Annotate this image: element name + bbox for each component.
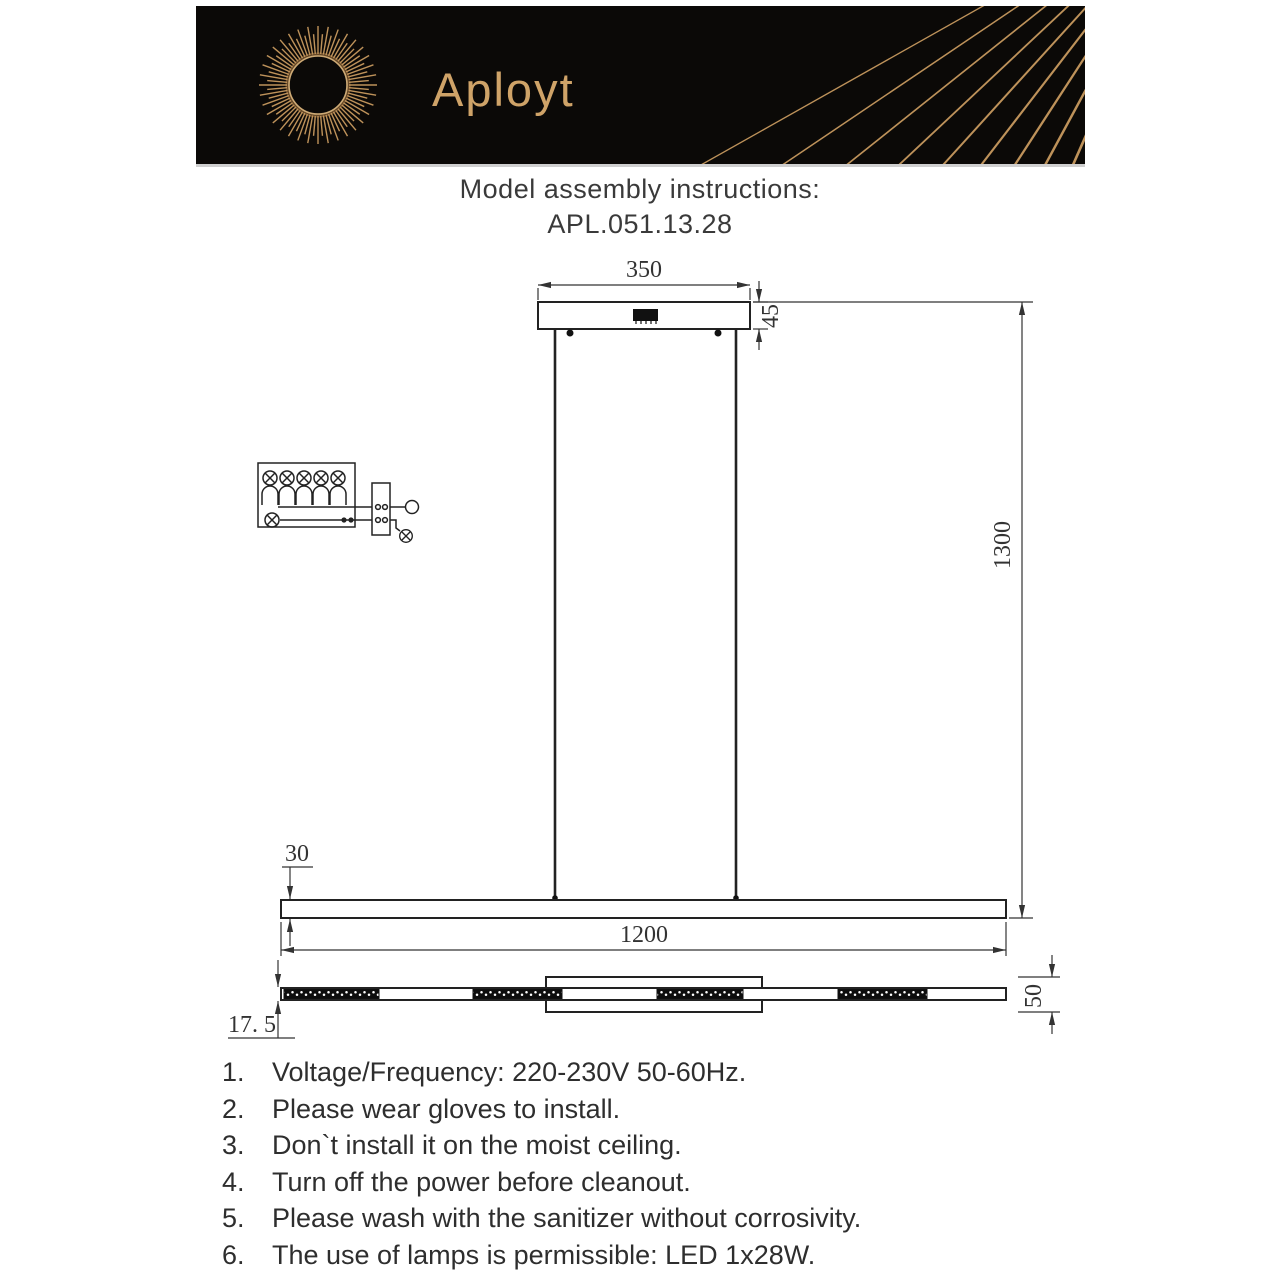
list-item — [222, 1164, 1082, 1201]
lamp-symbol — [400, 530, 413, 543]
assembly-drawing — [200, 255, 1080, 1055]
lamp-symbol — [263, 471, 277, 485]
driver-box-pins — [636, 321, 656, 324]
list-item-number: 3. — [222, 1130, 245, 1160]
dim-bar-height-label: 30 — [285, 841, 309, 867]
pendant-bottom-view — [281, 977, 1006, 1012]
led-strip-4 — [838, 990, 927, 999]
lamp-symbol — [280, 471, 294, 485]
cable-gripper-right — [715, 330, 722, 337]
list-item — [222, 1054, 1082, 1091]
socket-arch — [279, 486, 295, 505]
list-item — [222, 1127, 1082, 1164]
switch-circle — [406, 501, 419, 514]
terminal-pin — [383, 518, 388, 523]
list-item — [222, 1237, 1082, 1274]
terminal-pin — [376, 505, 381, 510]
driver-box — [633, 309, 658, 321]
brand-banner — [196, 6, 1085, 167]
terminal-pin — [383, 505, 388, 510]
dim-canopy-width-label: 350 — [626, 257, 662, 283]
socket-arch — [296, 486, 312, 505]
lamp-symbol — [331, 471, 345, 485]
cable-gripper-left — [567, 330, 574, 337]
dim-canopy-height-label: 45 — [758, 304, 784, 328]
list-item-number: 6. — [222, 1239, 245, 1270]
list-item-text: The use of lamps is permissible: LED 1x28W. — [272, 1239, 816, 1270]
banner-background — [196, 6, 1085, 164]
socket-arch — [330, 486, 346, 505]
list-item-text: Please wash with the sanitizer without corrosivity. — [272, 1203, 862, 1233]
brand-name: Aployt — [432, 63, 575, 116]
wire-junction-dot — [348, 517, 353, 522]
model-number: APL.051.13.28 — [547, 209, 733, 239]
list-item — [222, 1091, 1082, 1128]
wire — [390, 520, 400, 531]
page-title: Model assembly instructions: — [459, 174, 821, 204]
dim-overall-height-label: 1300 — [990, 521, 1016, 569]
dim-bar-length-label: 1200 — [620, 922, 668, 948]
banner-art — [196, 6, 1085, 164]
lamp-symbol — [265, 513, 279, 527]
list-item-text: Turn off the power before cleanout. — [272, 1166, 691, 1197]
terminal-pin — [376, 518, 381, 523]
lamp-symbol — [297, 471, 311, 485]
led-strip-2 — [473, 990, 562, 999]
list-item-text: Don`t install it on the moist ceiling. — [272, 1130, 682, 1160]
list-item — [222, 1200, 1082, 1237]
dim-center-box-width-label: 50 — [1021, 984, 1047, 1008]
list-item-text: Voltage/Frequency: 220-230V 50-60Hz. — [272, 1057, 747, 1087]
wiring-diagram — [258, 463, 419, 542]
junction-box — [258, 463, 355, 527]
socket-arch — [262, 486, 278, 505]
list-item-number: 1. — [222, 1057, 245, 1087]
list-item-text: Please wear gloves to install. — [272, 1093, 621, 1124]
list-item-number: 5. — [222, 1203, 245, 1233]
led-strip-3 — [657, 990, 743, 999]
wire-junction-dot — [341, 517, 346, 522]
socket-arch — [313, 486, 329, 505]
pendant-side-view — [281, 302, 1006, 918]
heading — [0, 172, 1280, 242]
instruction-list — [222, 1054, 1082, 1273]
lamp-bar — [281, 900, 1006, 918]
lamp-symbol — [314, 471, 328, 485]
list-item-number: 4. — [222, 1166, 245, 1197]
dim-profile-thickness-label: 17. 5 — [228, 1012, 276, 1038]
led-strip-1 — [284, 990, 379, 999]
list-item-number: 2. — [222, 1093, 245, 1124]
